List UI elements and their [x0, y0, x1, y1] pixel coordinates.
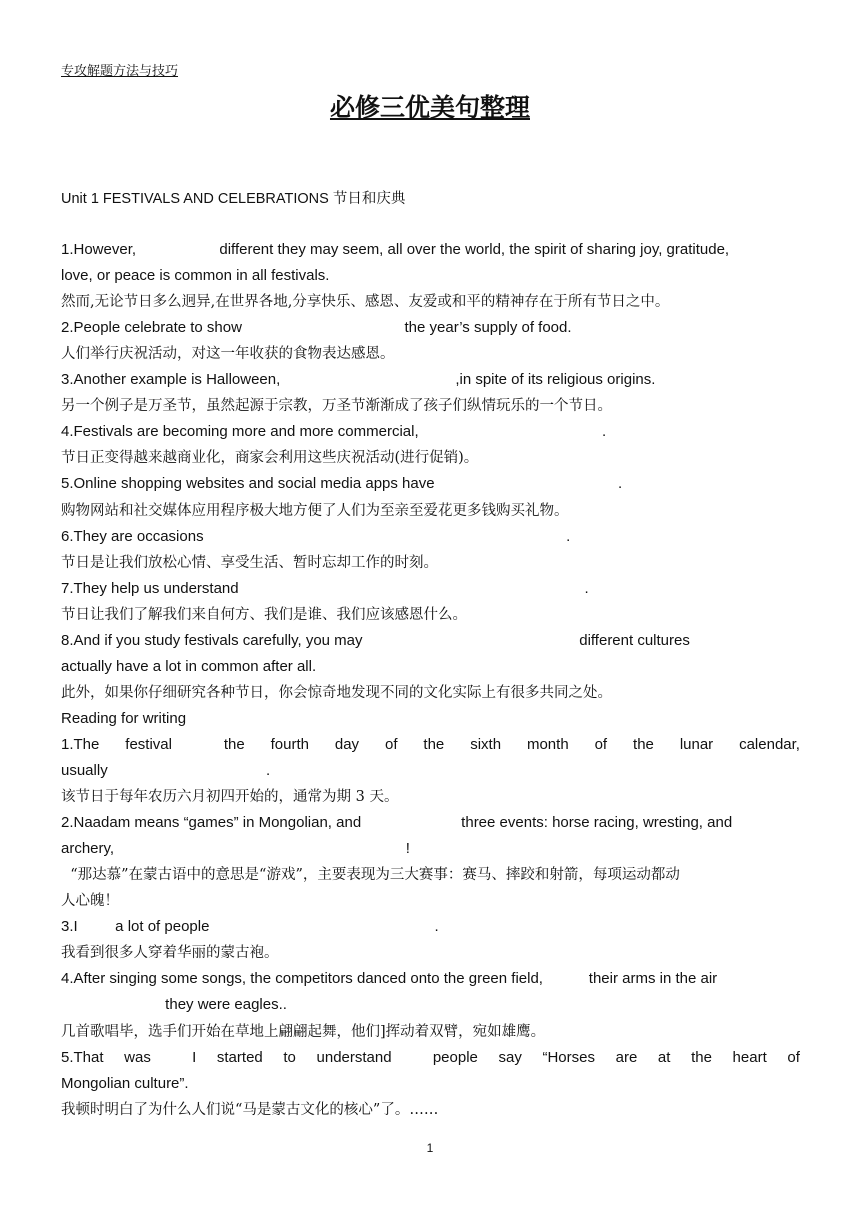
text-line: 3.Another example is Halloween, ,in spite of its religious origins.: [61, 371, 656, 389]
text-line: 此外，如果你仔细研究各种节日，你会惊奇地发现不同的文化实际上有很多共同之处。: [61, 684, 612, 701]
text-line: 2.People celebrate to show the year’s supply of food.: [61, 319, 572, 337]
text-line: [61, 1045, 800, 1071]
text-line: they were eagles..: [61, 996, 287, 1014]
text-line: 7.They help us understand .: [61, 579, 589, 597]
text-line: 3.I a lot of people .: [61, 918, 439, 936]
unit-heading: Unit 1 FESTIVALS AND CELEBRATIONS 节日和庆典: [61, 191, 406, 207]
word: fourth: [270, 735, 309, 753]
text-line: 4.After singing some songs, the competitors danced onto the green field, their arms in the air: [61, 970, 718, 988]
text-line: 该节日于每年农历六月初四开始的，通常为期 3 天。: [61, 789, 399, 806]
text-line: actually have a lot in common after all.: [61, 657, 317, 675]
text-line: 1.However, different they may seem, all over the world, the spirit of sharing joy, gratitude,: [61, 241, 730, 258]
word: festival: [125, 735, 172, 753]
text-line: 另一个例子是万圣节，虽然起源于宗教，万圣节渐渐成了孩子们纵情玩乐的一个节日。: [61, 398, 612, 415]
text-line: 节日让我们了解我们来自何方、我们是谁、我们应该感恩什么。: [61, 606, 467, 623]
text-line: 几首歌唱毕，选手们开始在草地上翩翩起舞，他们]挥动着双臂，宛如雄鹰。: [61, 1023, 546, 1040]
word: sixth: [470, 735, 502, 753]
text-line: [61, 732, 800, 758]
text-line: 节日正变得越来越商业化，商家会利用这些庆祝活动(进行促销)。: [61, 450, 479, 467]
word: I: [192, 1048, 197, 1066]
word: heart: [732, 1048, 767, 1066]
text-line: usually .: [61, 762, 271, 779]
text-line: 购物网站和社交媒体应用程序极大地方便了人们为至亲至爱花更多钱购买礼物。: [61, 502, 569, 519]
word: was: [124, 1048, 151, 1066]
word: of: [384, 735, 398, 753]
text-line: 8.And if you study festivals carefully, you may different cultures: [61, 631, 690, 649]
document-header: 专攻解题方法与技巧: [61, 63, 179, 78]
word: the: [223, 735, 245, 753]
text-line: 我看到很多人穿着华丽的蒙古袍。: [61, 945, 279, 962]
text-line: love, or peace is common in all festivals.: [61, 267, 330, 285]
word: month: [526, 735, 569, 753]
word: to: [283, 1048, 296, 1066]
text-line: Mongolian culture”.: [61, 1074, 189, 1092]
word: the: [691, 1048, 712, 1066]
word: people: [432, 1048, 478, 1066]
text-line: 人们举行庆祝活动，对这一年收获的食物表达感恩。: [61, 346, 395, 363]
word: calendar,: [739, 735, 800, 753]
word: started: [216, 1048, 263, 1066]
word: 5.That: [61, 1048, 104, 1066]
text-line: archery, !: [61, 840, 410, 858]
text-line: 然而,无论节日多么迥异,在世界各地,分享快乐、感恩、友爱或和平的精神存在于所有节日之中。: [61, 294, 670, 311]
word: 1.The: [61, 735, 100, 753]
word: are: [615, 1048, 638, 1066]
text-line: 我顿时明白了为什么人们说“马是蒙古文化的核心”了。……: [61, 1101, 439, 1118]
word: say: [498, 1048, 522, 1066]
text-line: Reading for writing: [61, 709, 187, 727]
text-line: 2.Naadam means “games” in Mongolian, and three events: horse racing, wresting, and: [61, 814, 733, 832]
page-title: 必修三优美句整理: [329, 94, 530, 122]
word: of: [594, 735, 608, 753]
word: lunar: [679, 735, 714, 753]
page-number: 1: [426, 1141, 434, 1155]
word: at: [657, 1048, 671, 1066]
word: the: [633, 735, 654, 753]
text-line: 6.They are occasions .: [61, 527, 571, 545]
text-line: 节日是让我们放松心情、享受生活、暂时忘却工作的时刻。: [61, 554, 438, 571]
text-line: 5.Online shopping websites and social media apps have .: [61, 475, 623, 493]
word: day: [334, 735, 360, 753]
word: understand: [316, 1048, 392, 1066]
word: of: [787, 1048, 800, 1066]
word: “Horses: [542, 1048, 595, 1066]
text-line: 4.Festivals are becoming more and more commercial, .: [61, 423, 607, 441]
text-line: 人心魄！: [61, 893, 119, 910]
text-line: “那达慕”在蒙古语中的意思是“游戏”，主要表现为三大赛事：赛马、摔跤和射箭，每项运动都动: [61, 867, 680, 884]
word: the: [423, 735, 445, 753]
